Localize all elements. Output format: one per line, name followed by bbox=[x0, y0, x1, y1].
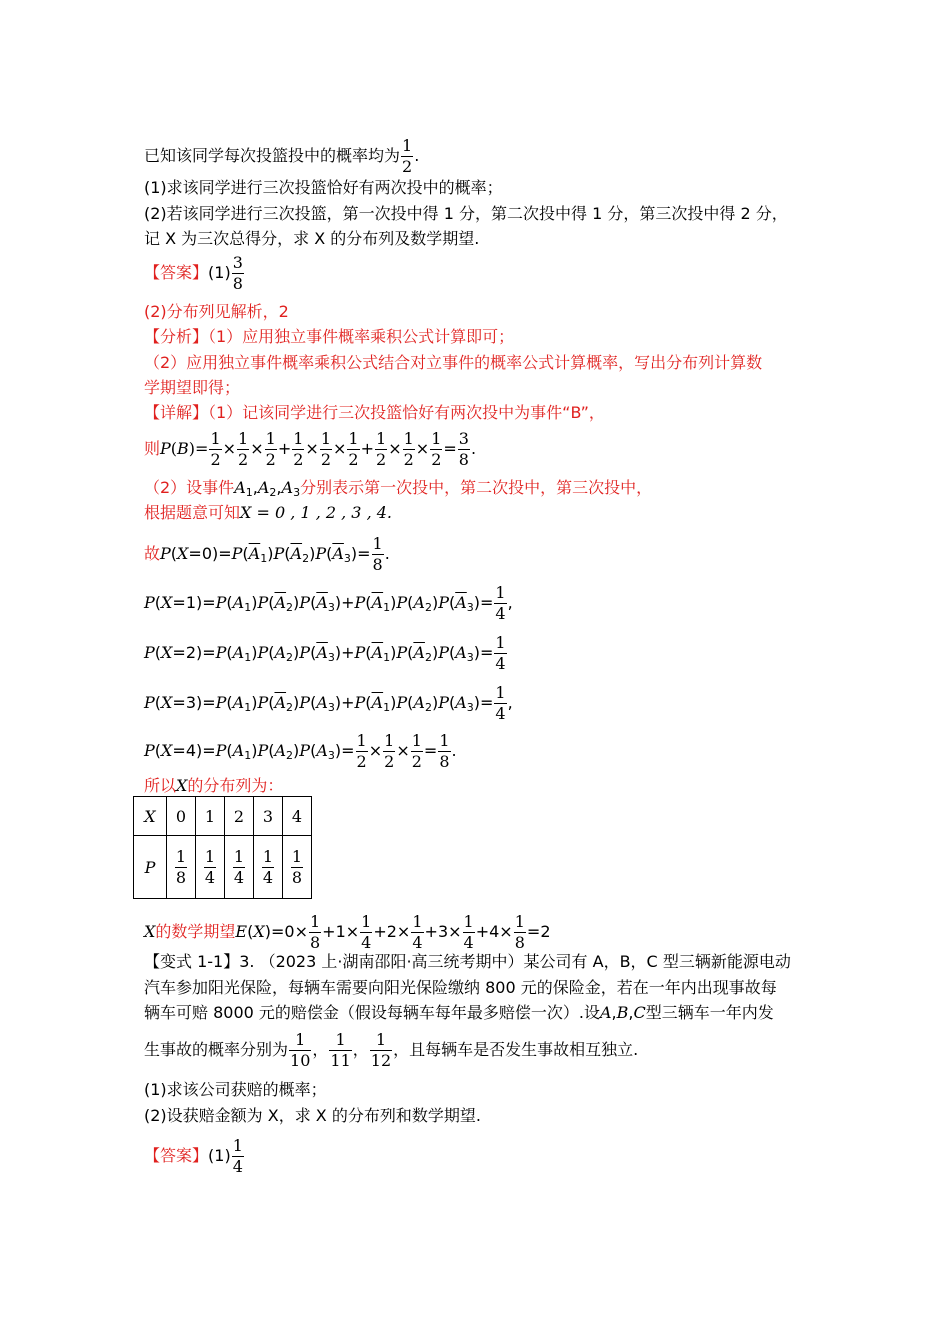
question-1: (1)求该同学进行三次投篮恰好有两次投中的概率； bbox=[144, 178, 503, 197]
analysis-1: 【分析】（1）应用独立事件概率乘积公式计算即可； bbox=[144, 327, 515, 346]
variant-question-2: (2)设获赔金额为 X，求 X 的分布列和数学期望. bbox=[144, 1106, 481, 1125]
table-cell: 0 bbox=[167, 797, 196, 836]
fraction: $\frac{1}{4}$ bbox=[232, 1136, 243, 1176]
variant-line-3: 辆车可赔 8000 元的赔偿金（假设每辆车每年最多赔偿一次）.设A,B,C型三辆车一年内发 bbox=[144, 1003, 774, 1022]
px3-equation: $P(X=3)=P(A_1)P(\overline{A}_2)P(A_3)+P(\overline{A}_1)P(A_2)P(A_3)=$ $\frac{1}{4}$ , bbox=[144, 683, 513, 723]
pb-equation: 则P(B)= $\frac{1}{2}$ × $\frac{1}{2}$ × $\frac{1}{2}$ + $\frac{1}{2}$ × $\frac{1}{2}$ × $\frac{1}{2}$ + $\frac{1}{2}$ × $\frac{1}{2}$ × $\frac{1}{2}$ = $\frac{3}{8}$ . bbox=[144, 429, 477, 469]
table-cell: $\frac{1}{4}$ bbox=[254, 836, 283, 899]
table-cell: $\frac{1}{8}$ bbox=[283, 836, 312, 899]
table-header-p: P bbox=[134, 836, 167, 899]
distribution-caption: 所以X的分布列为： bbox=[144, 776, 284, 795]
table-header-x: X bbox=[134, 797, 167, 836]
distribution-table bbox=[133, 796, 312, 899]
variant-line-1: 【变式 1-1】3. （2023 上·湖南邵阳·高三统考期中）某公司有 A，B，C 型三辆新能源电动 bbox=[144, 952, 791, 971]
answer-2: (2)分布列见解析，2 bbox=[144, 302, 289, 321]
table-cell: $\frac{1}{8}$ bbox=[167, 836, 196, 899]
table-row bbox=[134, 836, 312, 899]
table-cell: $\frac{1}{4}$ bbox=[196, 836, 225, 899]
table-cell: 2 bbox=[225, 797, 254, 836]
variant-line-4: 生事故的概率分别为 $\frac{1}{10}$ ， $\frac{1}{11}$ ， $\frac{1}{12}$ ，且每辆车是否发生事故相互独立. bbox=[144, 1030, 639, 1070]
intro-line: 已知该同学每次投篮投中的概率均为 $\frac{1}{2}$ . bbox=[144, 136, 420, 176]
px1-equation: $P(X=1)=P(A_1)P(\overline{A}_2)P(\overline{A}_3)+P(\overline{A}_1)P(A_2)P(\overline{A}_3)=$ $\frac{1}{4}$ , bbox=[144, 583, 513, 623]
px0-equation: 故$P(X=0)=P(\overline{A}_1)P(\overline{A}_2)P(\overline{A}_3)=$ $\frac{1}{8}$ . bbox=[144, 534, 390, 574]
detail-2: （2）设事件$A_1,A_2,A_3$分别表示第一次投中，第二次投中，第三次投中， bbox=[144, 478, 653, 499]
question-2-line-1: (2)若该同学进行三次投篮，第一次投中得 1 分，第二次投中得 1 分，第三次投中得 2 分， bbox=[144, 204, 788, 223]
variant-line-2: 汽车参加阳光保险，每辆车需要向阳光保险缴纳 800 元的保险金，若在一年内出现事故每 bbox=[144, 978, 777, 997]
fraction: $\frac{1}{2}$ bbox=[402, 136, 413, 176]
table-cell: 4 bbox=[283, 797, 312, 836]
detail-1: 【详解】（1）记该同学进行三次投篮恰好有两次投中为事件“B”， bbox=[144, 403, 605, 422]
table-cell: 3 bbox=[254, 797, 283, 836]
detail-3: 根据题意可知X = 0 , 1 , 2 , 3 , 4. bbox=[144, 503, 392, 522]
px4-equation: $P(X=4)=P(A_1)P(A_2)P(A_3)=$ $\frac{1}{2}$ × $\frac{1}{2}$ × $\frac{1}{2}$ = $\frac{1}{8}$ . bbox=[144, 731, 457, 771]
table-cell: $\frac{1}{4}$ bbox=[225, 836, 254, 899]
variant-question-1: (1)求该公司获赔的概率； bbox=[144, 1080, 327, 1099]
fraction: $\frac{3}{8}$ bbox=[232, 253, 243, 293]
expectation-equation: X的数学期望E(X)=0× $\frac{1}{8}$ +1× $\frac{1}{4}$ +2× $\frac{1}{4}$ +3× $\frac{1}{4}$ +4× $\frac{1}{8}$ =2 bbox=[144, 912, 551, 952]
analysis-2-line-1: （2）应用独立事件概率乘积公式结合对立事件的概率公式计算概率，写出分布列计算数 bbox=[144, 353, 763, 372]
answer-line: 【答案】(1) $\frac{3}{8}$ bbox=[144, 253, 243, 293]
variant-answer: 【答案】(1) $\frac{1}{4}$ bbox=[144, 1136, 243, 1176]
table-row bbox=[134, 797, 312, 836]
table-cell: 1 bbox=[196, 797, 225, 836]
analysis-2-line-2: 学期望即得； bbox=[144, 378, 241, 397]
question-2-line-2: 记 X 为三次总得分，求 X 的分布列及数学期望. bbox=[144, 229, 480, 248]
px2-equation: $P(X=2)=P(A_1)P(A_2)P(\overline{A}_3)+P(\overline{A}_1)P(\overline{A}_2)P(A_3)=$ $\frac{1}{4}$ bbox=[144, 633, 506, 673]
